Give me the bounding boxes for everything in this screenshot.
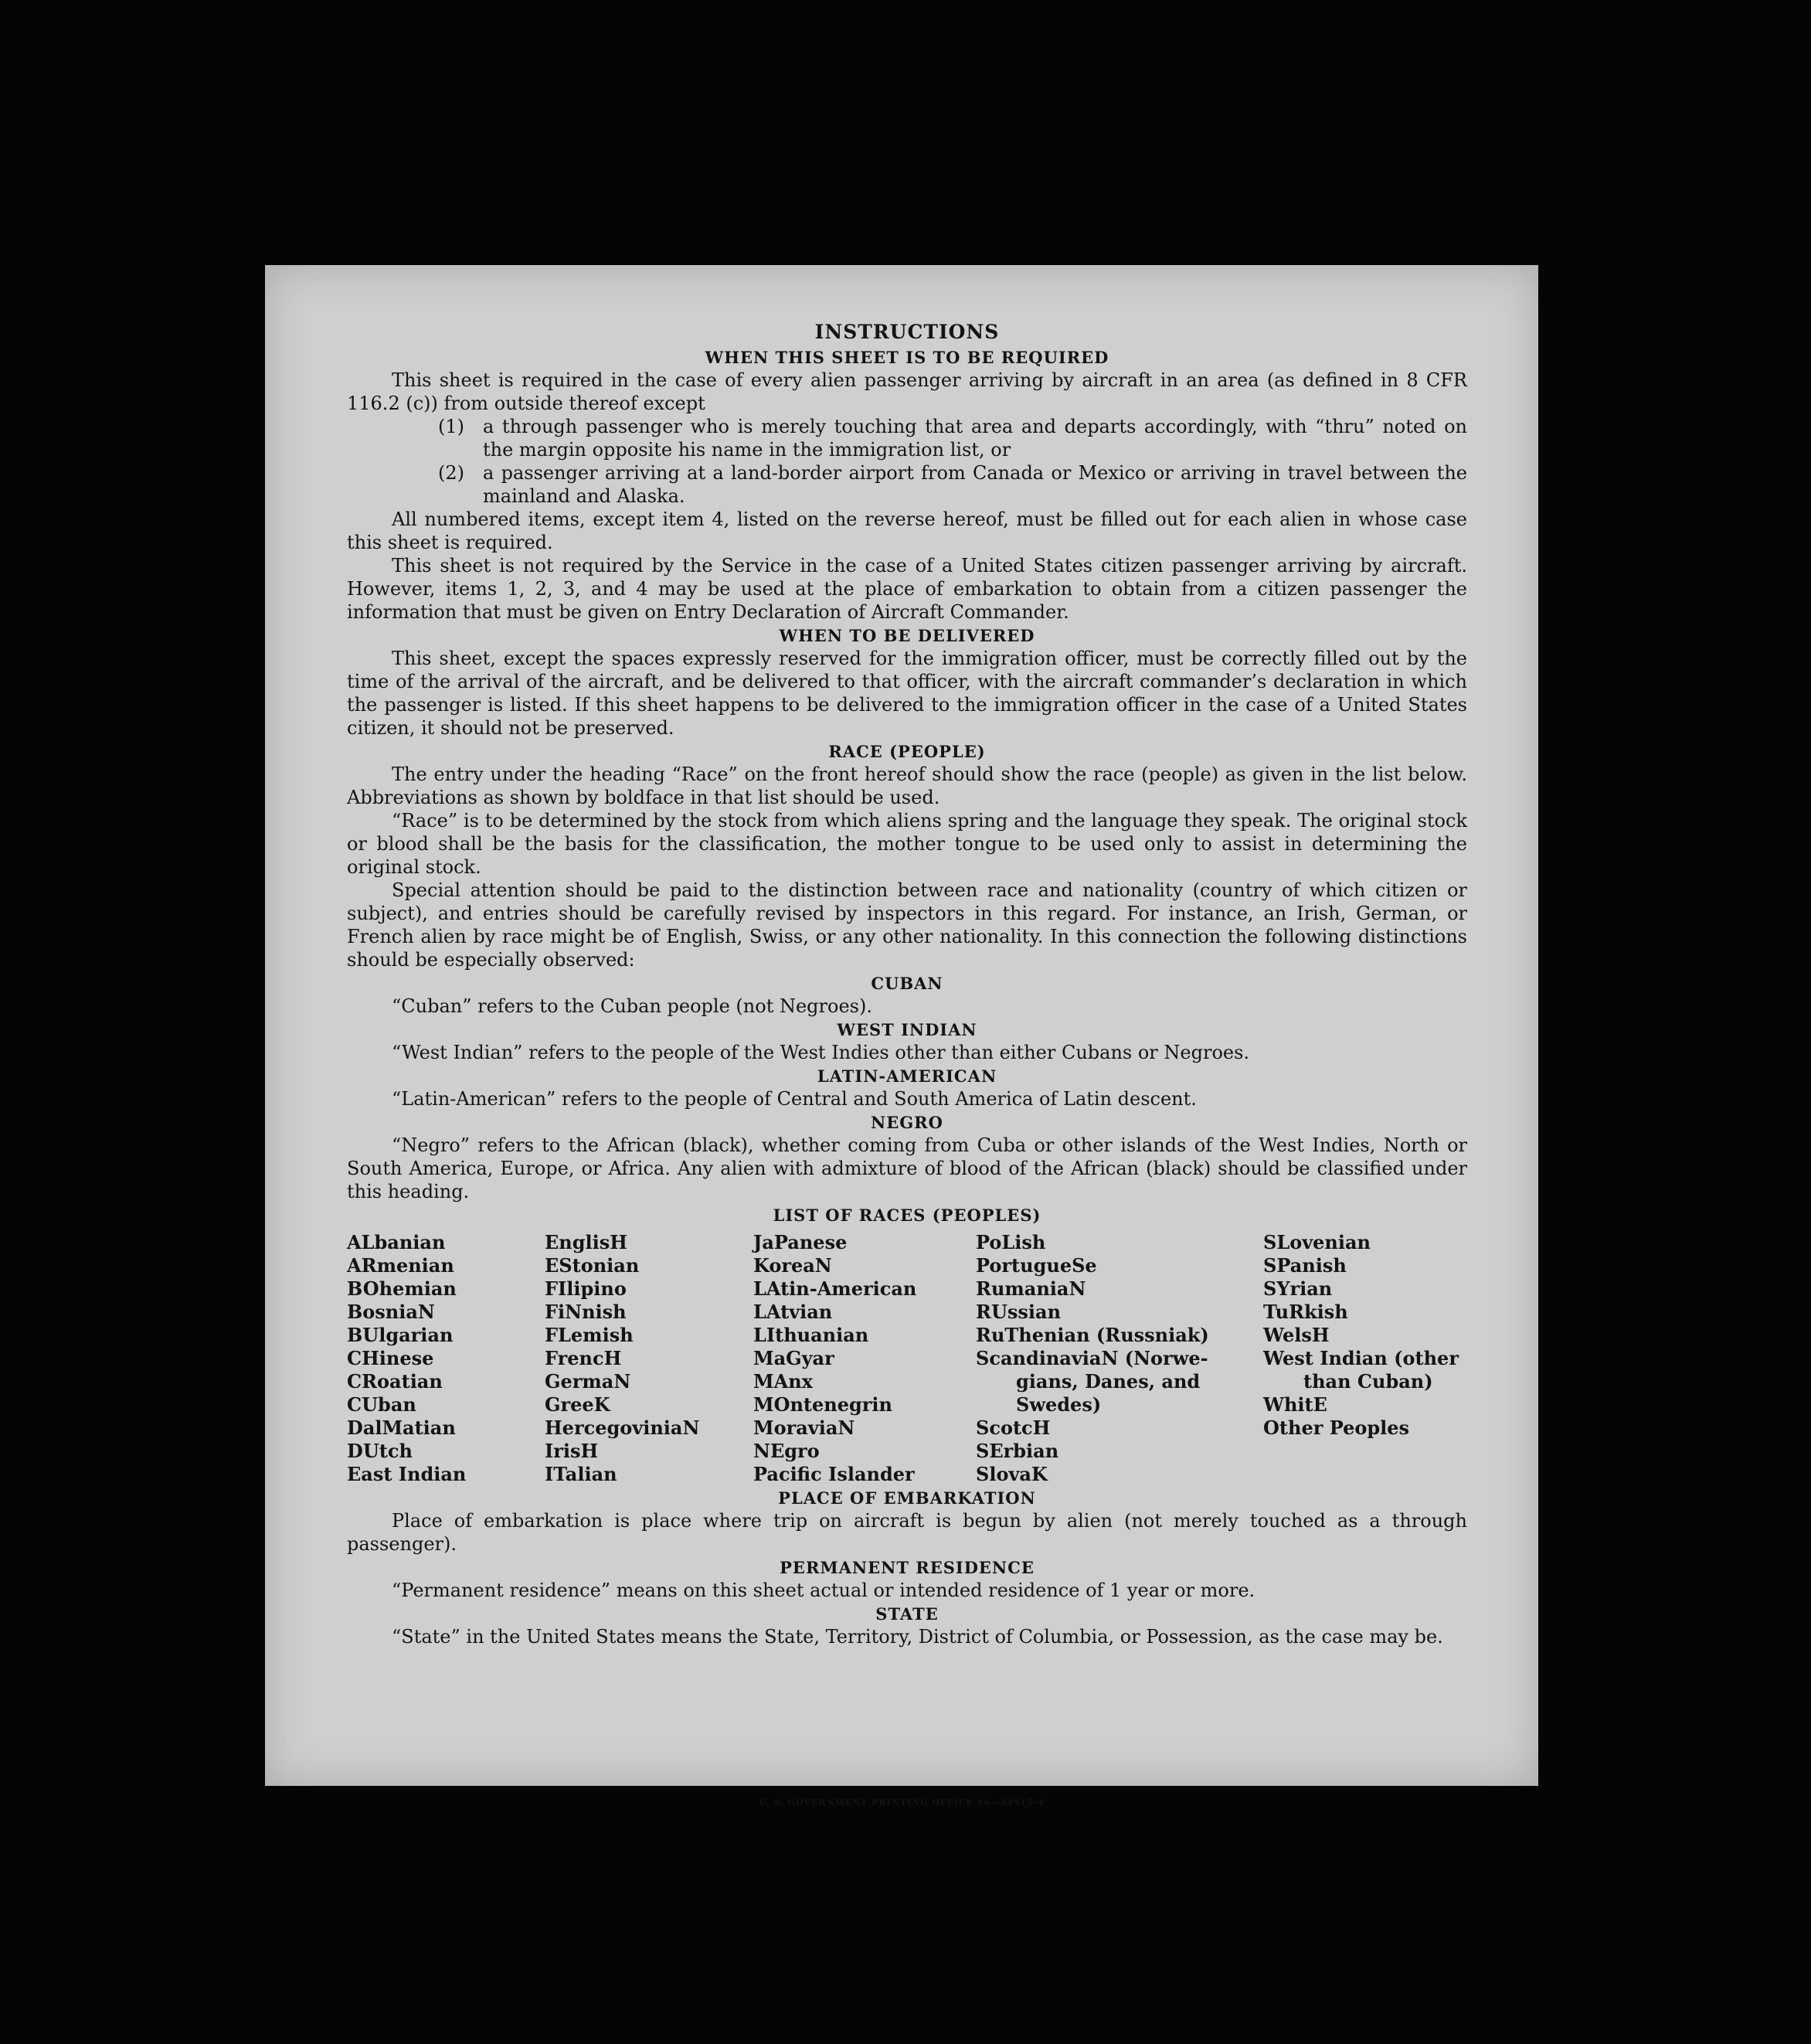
race-entry: West Indian (other xyxy=(1263,1347,1459,1369)
race-entry: CRoatian xyxy=(347,1370,443,1393)
race-entry: SLovenian xyxy=(1263,1231,1371,1253)
paragraph-permanent-residence: “Permanent residence” means on this sheet actual or intended residence of 1 year or more. xyxy=(392,1580,1255,1601)
race-entry: MAnx xyxy=(753,1370,813,1393)
race-entry: DUtch xyxy=(347,1440,413,1462)
race-entry: ScotcH xyxy=(976,1417,1051,1439)
heading-west-indian: WEST INDIAN xyxy=(837,1020,977,1039)
heading-when-required: WHEN THIS SHEET IS TO BE REQUIRED xyxy=(705,348,1109,367)
paragraph-citizen: This sheet is not required by the Service in the case of a United States citizen passenger arriving by aircraft. However, items 1, 2, 3, and 4 may be used at the place of embarkation to obtain from a citizen passenger the information that must be given on Entry Declaration of Aircraft Commander. xyxy=(347,555,1467,623)
heading-latin-american: LATIN-AMERICAN xyxy=(817,1066,997,1086)
paragraph-race-nationality: Special attention should be paid to the distinction between race and nationality (country of which citizen or subject), and entries should be carefully revised by inspectors in this regard. For instance, an Irish, German, or French alien by race might be of English, Swiss, or any other nationality. In this connection the following distinctions should be especially observed: xyxy=(347,879,1467,971)
heading-list-of-races: LIST OF RACES (PEOPLES) xyxy=(773,1206,1041,1225)
race-entry: PortugueSe xyxy=(976,1254,1097,1277)
race-entry: MOntenegrin xyxy=(753,1393,892,1416)
instructions-body xyxy=(347,319,1467,1648)
race-entry: DalMatian xyxy=(347,1417,456,1439)
races-column-2 xyxy=(545,1231,753,1486)
race-entry-continued: gians, Danes, and xyxy=(1016,1370,1201,1393)
race-entry: ITalian xyxy=(545,1463,617,1485)
race-entry: FIlipino xyxy=(545,1277,627,1300)
race-entry-continued: Swedes) xyxy=(1016,1393,1102,1416)
race-entry: BosniaN xyxy=(347,1301,435,1323)
paragraph-latin-american: “Latin-American” refers to the people of Central and South America of Latin descent. xyxy=(392,1088,1197,1110)
race-entry: FiNnish xyxy=(545,1301,627,1323)
races-column-3 xyxy=(753,1231,976,1486)
race-entry: EnglisH xyxy=(545,1231,627,1253)
race-entry-continued: than Cuban) xyxy=(1303,1370,1433,1393)
race-entry: HercegoviniaN xyxy=(545,1417,700,1439)
paragraph-negro: “Negro” refers to the African (black), whether coming from Cuba or other islands of the West Indies, North or South America, Europe, or Africa. Any alien with admixture of blood of the African (black) should be classified under this heading. xyxy=(347,1134,1467,1202)
race-entry: Pacific Islander xyxy=(753,1463,915,1485)
paragraph-required-intro: This sheet is required in the case of every alien passenger arriving by aircraft in an area (as defined in 8 CFR 116.2 (c)) from outside thereof except xyxy=(347,369,1467,414)
race-entry: LIthuanian xyxy=(753,1324,869,1346)
race-entry: CUban xyxy=(347,1393,416,1416)
race-entry: SlovaK xyxy=(976,1463,1048,1485)
exception-text: a passenger arriving at a land-border airport from Canada or Mexico or arriving in travel between the mainland and Alaska. xyxy=(483,462,1467,507)
heading-race: RACE (PEOPLE) xyxy=(828,742,986,761)
race-entry: RumaniaN xyxy=(976,1277,1086,1300)
races-column-1 xyxy=(347,1231,545,1486)
heading-negro: NEGRO xyxy=(871,1113,943,1132)
race-entry: RUssian xyxy=(976,1301,1062,1323)
exception-number: (1) xyxy=(438,416,464,437)
race-entry: SErbian xyxy=(976,1440,1059,1462)
race-entry: GermaN xyxy=(545,1370,631,1393)
race-entry: FLemish xyxy=(545,1324,634,1346)
paragraph-delivery: This sheet, except the spaces expressly reserved for the immigration officer, must be correctly filled out by the time of the arrival of the aircraft, and be delivered to that officer, with the aircraft commander’s declaration in which the passenger is listed. If this sheet happens to be delivered to the immigration officer in the case of a United States citizen, it should not be preserved. xyxy=(347,648,1467,739)
exception-text: a through passenger who is merely touching that area and departs accordingly, with “thru” noted on the margin opposite his name in the immigration list, or xyxy=(483,416,1467,461)
heading-cuban: CUBAN xyxy=(871,974,943,993)
race-entry: ARmenian xyxy=(347,1254,454,1277)
paragraph-numbered-items: All numbered items, except item 4, listed on the reverse hereof, must be filled out for each alien in whose case this sheet is required. xyxy=(347,508,1467,553)
race-entry: CHinese xyxy=(347,1347,434,1369)
race-entry: East Indian xyxy=(347,1463,467,1485)
race-entry: MaGyar xyxy=(753,1347,834,1369)
race-entry: EStonian xyxy=(545,1254,640,1277)
race-entry: LAtin-American xyxy=(753,1277,917,1300)
exception-item xyxy=(347,461,1467,508)
race-entry: ScandinaviaN (Norwe- xyxy=(976,1347,1208,1369)
races-column-5 xyxy=(1263,1231,1467,1486)
paragraph-race-entry: The entry under the heading “Race” on the front hereof should show the race (people) as given in the list below. Abbreviations as shown by boldface in that list should be used. xyxy=(347,764,1467,808)
race-entry: WhitE xyxy=(1263,1393,1327,1416)
races-list xyxy=(347,1231,1467,1486)
race-entry: FrencH xyxy=(545,1347,622,1369)
race-entry: LAtvian xyxy=(753,1301,833,1323)
race-entry: PoLish xyxy=(976,1231,1046,1253)
heading-permanent-residence: PERMANENT RESIDENCE xyxy=(780,1558,1035,1577)
race-entry: SPanish xyxy=(1263,1254,1347,1277)
race-entry: NEgro xyxy=(753,1440,820,1462)
race-entry: KoreaN xyxy=(753,1254,832,1277)
race-entry: RuThenian (Russniak) xyxy=(976,1324,1209,1346)
race-entry: BOhemian xyxy=(347,1277,457,1300)
paragraph-west-indian: “West Indian” refers to the people of the West Indies other than either Cubans or Negroes. xyxy=(392,1042,1250,1063)
race-entry: SYrian xyxy=(1263,1277,1333,1300)
document-sheet xyxy=(265,265,1538,1808)
paragraph-cuban: “Cuban” refers to the Cuban people (not Negroes). xyxy=(392,995,872,1017)
exception-number: (2) xyxy=(438,462,464,484)
race-entry: GreeK xyxy=(545,1393,610,1416)
heading-embarkation: PLACE OF EMBARKATION xyxy=(778,1488,1036,1508)
race-entry: ALbanian xyxy=(347,1231,446,1253)
paragraph-race-stock: “Race” is to be determined by the stock from which aliens spring and the language they speak. The original stock or blood shall be the basis for the classification, the mother tongue to be used only to assist in determining the original stock. xyxy=(347,810,1467,878)
race-entry: Other Peoples xyxy=(1263,1417,1410,1439)
heading-state: STATE xyxy=(875,1604,939,1624)
race-entry: WelsH xyxy=(1263,1324,1330,1346)
race-entry: IrisH xyxy=(545,1440,599,1462)
exception-item xyxy=(347,415,1467,461)
race-entry: BUlgarian xyxy=(347,1324,454,1346)
race-entry: TuRkish xyxy=(1263,1301,1348,1323)
heading-when-delivered: WHEN TO BE DELIVERED xyxy=(779,626,1035,645)
page-title: INSTRUCTIONS xyxy=(814,321,1000,343)
races-column-4 xyxy=(976,1231,1263,1486)
paragraph-state: “State” in the United States means the State, Territory, District of Columbia, or Possession, as the case may be. xyxy=(392,1626,1443,1648)
printing-office-footer: U. S. GOVERNMENT PRINTING OFFICE 16—24915-4 xyxy=(759,1797,1045,1808)
race-entry: JaPanese xyxy=(753,1231,848,1253)
paragraph-embarkation: Place of embarkation is place where trip on aircraft is begun by alien (not merely touched as a through passenger). xyxy=(347,1510,1467,1555)
race-entry: MoraviaN xyxy=(753,1417,855,1439)
